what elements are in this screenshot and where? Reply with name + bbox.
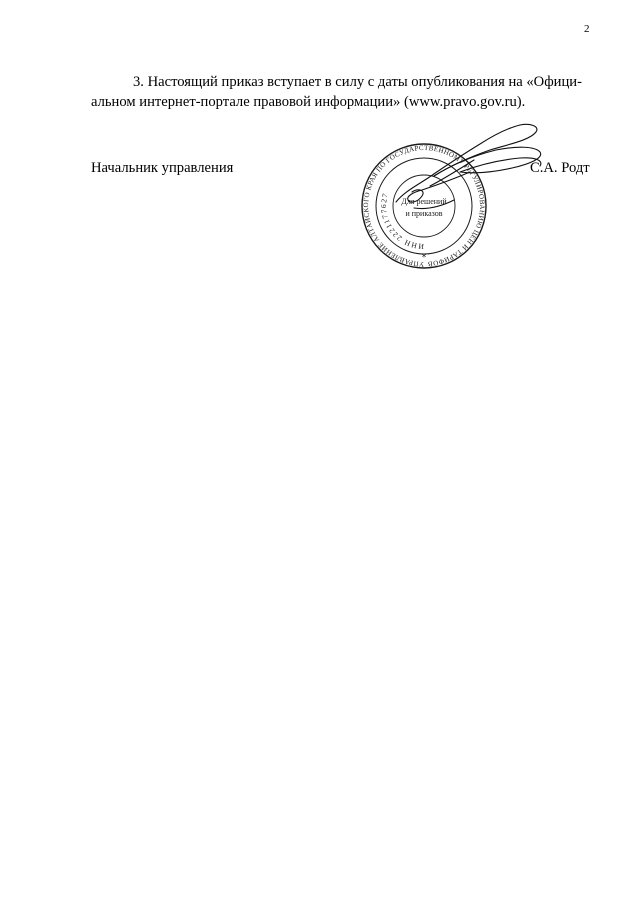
paragraph-effective-date [91, 72, 596, 112]
paragraph-line-1: 3. Настоящий приказ вступает в силу с даты опубликования на «Офици- [133, 74, 582, 90]
seal-star: * [421, 253, 427, 263]
page-number: 2 [584, 23, 590, 35]
official-seal-with-signature [330, 120, 570, 280]
paragraph-line-2: альном интернет-портале правовой информации» (www.pravo.gov.ru). [91, 94, 526, 110]
seal-center-line-2: и приказов [405, 209, 443, 218]
seal-inn-text: ИНН 2221177627 [379, 191, 425, 252]
signatory-name: С.А. Родт [530, 160, 590, 176]
seal-outer-text: УПРАВЛЕНИЕ АЛТАЙСКОГО КРАЯ ПО ГОСУДАРСТВЕННОМУ РЕГУЛИРОВАНИЮ ЦЕН И ТАРИФОВ [362, 143, 487, 269]
signatory-position: Начальник управления [91, 160, 234, 176]
seal-center-line-1: Для решений [401, 197, 447, 206]
